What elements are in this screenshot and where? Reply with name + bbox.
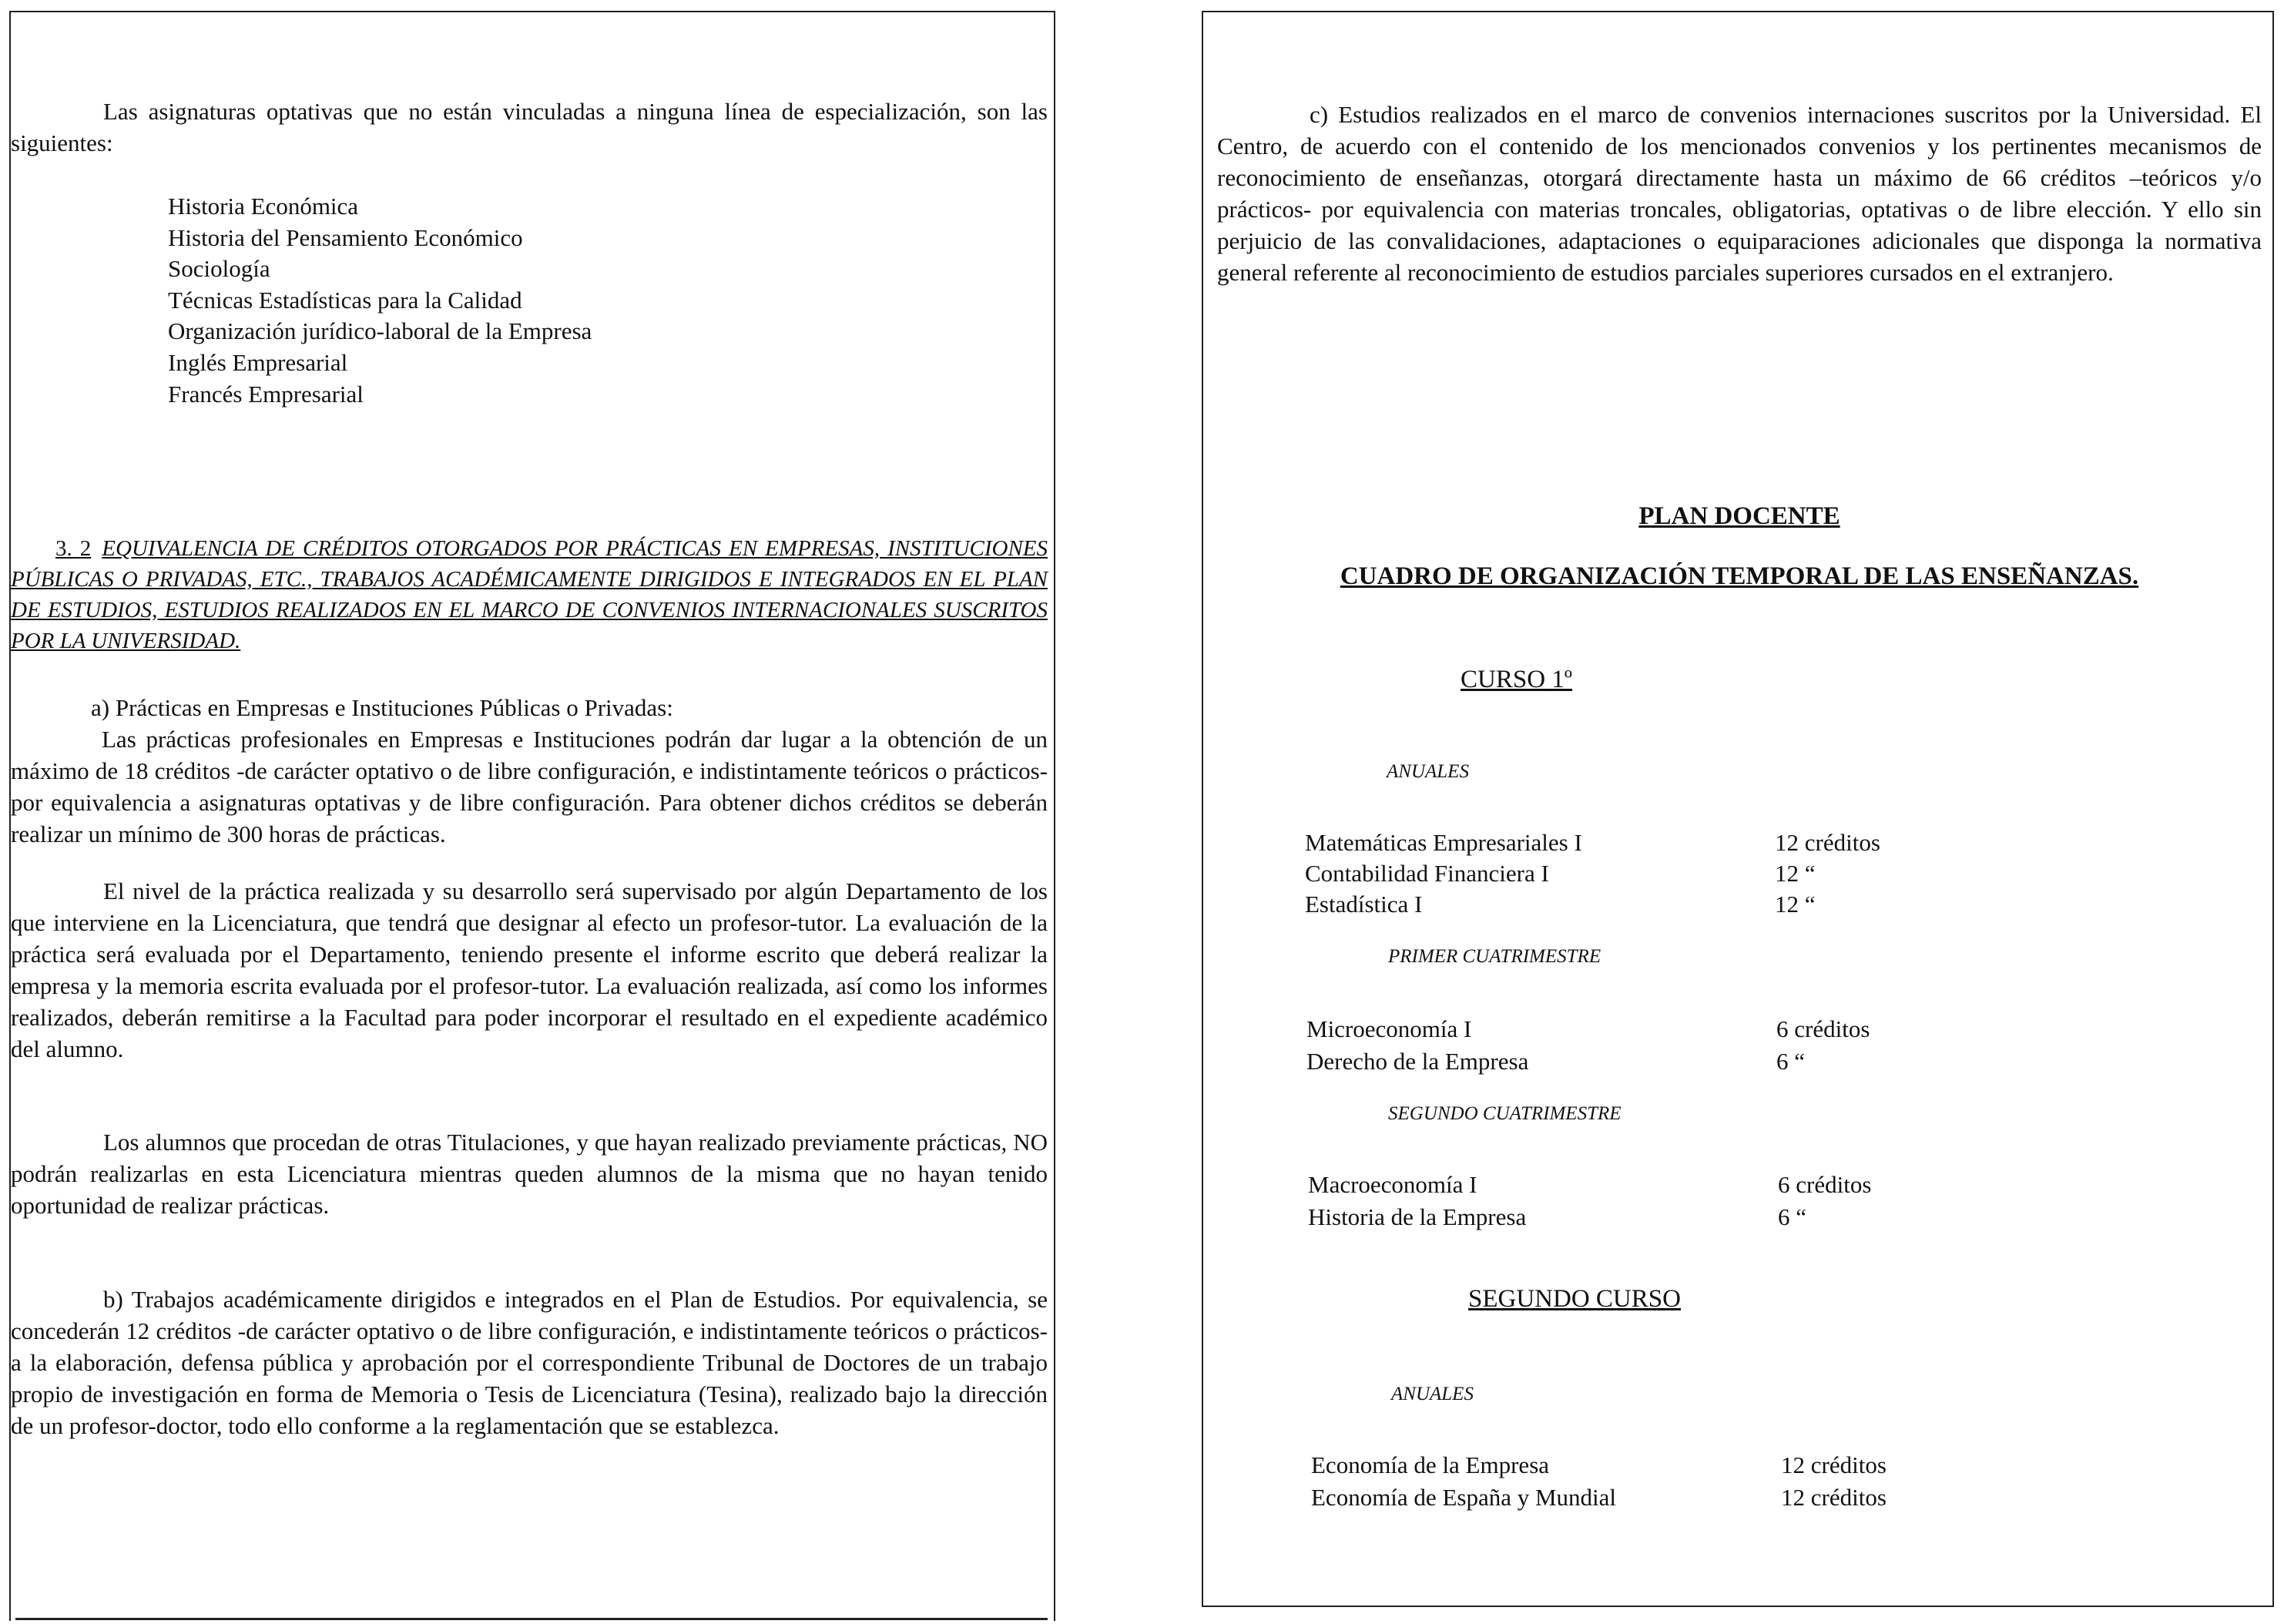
section-heading	[11, 533, 1048, 656]
subject-credits: 12 “	[1775, 891, 1816, 918]
alumnos-paragraph: Los alumnos que procedan de otras Titulaciones, y que hayan realizado previamente prácticas, NO podrán realizarlas en esta Licenciatura mientras queden alumnos de la misma que no hayan tenido oportunidad de realizar prácticas.	[11, 1129, 1048, 1219]
curso-1-title: CURSO 1º	[1461, 666, 1573, 693]
practicas-paragraph	[11, 723, 1048, 850]
subject-credits: 6 créditos	[1778, 1171, 1872, 1198]
left-page	[9, 11, 1055, 1621]
subject-name: Macroeconomía I	[1308, 1171, 1477, 1198]
subject-name: Contabilidad Financiera I	[1305, 860, 1549, 887]
section-number: 3. 2	[55, 536, 92, 561]
segundo-curso-title: SEGUNDO CURSO	[1468, 1285, 1681, 1313]
section-title: EQUIVALENCIA DE CRÉDITOS OTORGADOS POR PRÁCTICAS EN EMPRESAS, INSTITUCIONES PÚBLICAS O PRIVADAS, ETC., TRABAJOS ACADÉMICAMENTE DIRIGIDOS E INTEGRADOS EN EL PLAN DE ESTUDIOS, ESTUDIOS REALIZADOS EN EL MARCO DE CONVENIOS INTERNACIONALES SUSCRITOS POR LA UNIVERSIDAD.	[11, 536, 1048, 653]
plan-docente-title: PLAN DOCENTE	[1638, 502, 1840, 530]
subject-name: Derecho de la Empresa	[1306, 1048, 1529, 1075]
convenios-paragraph: c) Estudios realizados en el marco de convenios internaciones suscritos por la Universidad. El Centro, de acuerdo con el contenido de los mencionados convenios y los pertinentes mecanismos de reconocimiento de enseñanzas, otorgará directamente hasta un máximo de 66 créditos –teóricos y/o prácticos- por equivalencia con materias troncales, obligatorias, optativas o de libre elección. Y ello sin perjuicio de las convalidaciones, adaptaciones o equiparaciones adicionales que disponga la normativa general referente al reconocimiento de estudios parciales superiores cursados en el extranjero.	[1217, 101, 2262, 286]
subject-name: Estadística I	[1305, 891, 1423, 918]
subject-credits: 12 créditos	[1781, 1451, 1887, 1478]
anuales-label-2: ANUALES	[1391, 1384, 1474, 1404]
list-item: Inglés Empresarial	[168, 348, 348, 376]
anuales-label: ANUALES	[1387, 761, 1469, 782]
list-item: Sociología	[168, 255, 270, 283]
primer-cuatrimestre-label: PRIMER CUATRIMESTRE	[1388, 946, 1601, 967]
subject-credits: 6 “	[1778, 1203, 1807, 1230]
subject-credits: 12 créditos	[1775, 829, 1880, 856]
subject-credits: 12 “	[1775, 860, 1816, 887]
subject-credits: 6 “	[1776, 1048, 1806, 1075]
optional-subjects-list	[168, 191, 861, 410]
list-item: Técnicas Estadísticas para la Calidad	[168, 286, 522, 314]
practicas-text: Las prácticas profesionales en Empresas e Instituciones podrán dar lugar a la obtención de un máximo de 18 créditos -de carácter optativo o de libre configuración, e indistintamente teóricos o prácticos- por equivalencia a asignaturas optativas y de libre configuración. Para obtener dichos créditos se deberán realizar un mínimo de 300 horas de prácticas.	[11, 726, 1048, 847]
nivel-paragraph: El nivel de la práctica realizada y su desarrollo será supervisado por algún Departamento de los que interviene en la Licenciatura, que tendrá que designar al efecto un profesor-tutor. La evaluación de la práctica será evaluada por el Departamento, teniendo presente el informe escrito que deberá realizar la empresa y la memoria escrita evaluada por el profesor-tutor. La evaluación realizada, así como los informes realizados, deberán remitirse a la Facultad para poder incorporar el resultado en el expediente académico del alumno.	[11, 877, 1048, 1062]
subject-credits: 6 créditos	[1776, 1015, 1870, 1042]
list-item: Historia Económica	[168, 193, 359, 220]
subject-name: Economía de España y Mundial	[1311, 1484, 1617, 1511]
list-item: Francés Empresarial	[168, 380, 364, 408]
cuadro-title: CUADRO DE ORGANIZACIÓN TEMPORAL DE LAS ENSEÑANZAS.	[1340, 562, 2139, 590]
list-item: Historia del Pensamiento Económico	[168, 223, 523, 251]
subject-name: Economía de la Empresa	[1311, 1451, 1550, 1478]
subject-credits: 12 créditos	[1781, 1484, 1887, 1511]
trabajos-paragraph: b) Trabajos académicamente dirigidos e integrados en el Plan de Estudios. Por equivalencia, se concederán 12 créditos -de carácter optativo o de libre configuración, e indistintamente teóricos o prácticos- a la elaboración, defensa pública y aprobación por el correspondiente Tribunal de Doctores de un trabajo propio de investigación en forma de Memoria o Tesis de Licenciatura (Tesina), realizado bajo la dirección de un profesor-doctor, todo ello conforme a la reglamentación que se establezca.	[11, 1286, 1048, 1439]
subject-name: Microeconomía I	[1306, 1015, 1472, 1042]
segundo-cuatrimestre-label: SEGUNDO CUATRIMESTRE	[1388, 1103, 1622, 1124]
practicas-heading: a) Prácticas en Empresas e Instituciones Públicas o Privadas:	[91, 694, 673, 721]
list-item: Organización jurídico-laboral de la Empresa	[168, 317, 592, 345]
optional-subjects-intro: Las asignaturas optativas que no están vinculadas a ninguna línea de especialización, son las siguientes:	[11, 98, 1048, 156]
left-page-bottom-rule	[15, 1618, 1048, 1620]
subject-name: Historia de la Empresa	[1308, 1203, 1527, 1230]
subject-name: Matemáticas Empresariales I	[1305, 829, 1582, 856]
right-page	[1202, 11, 2274, 1607]
